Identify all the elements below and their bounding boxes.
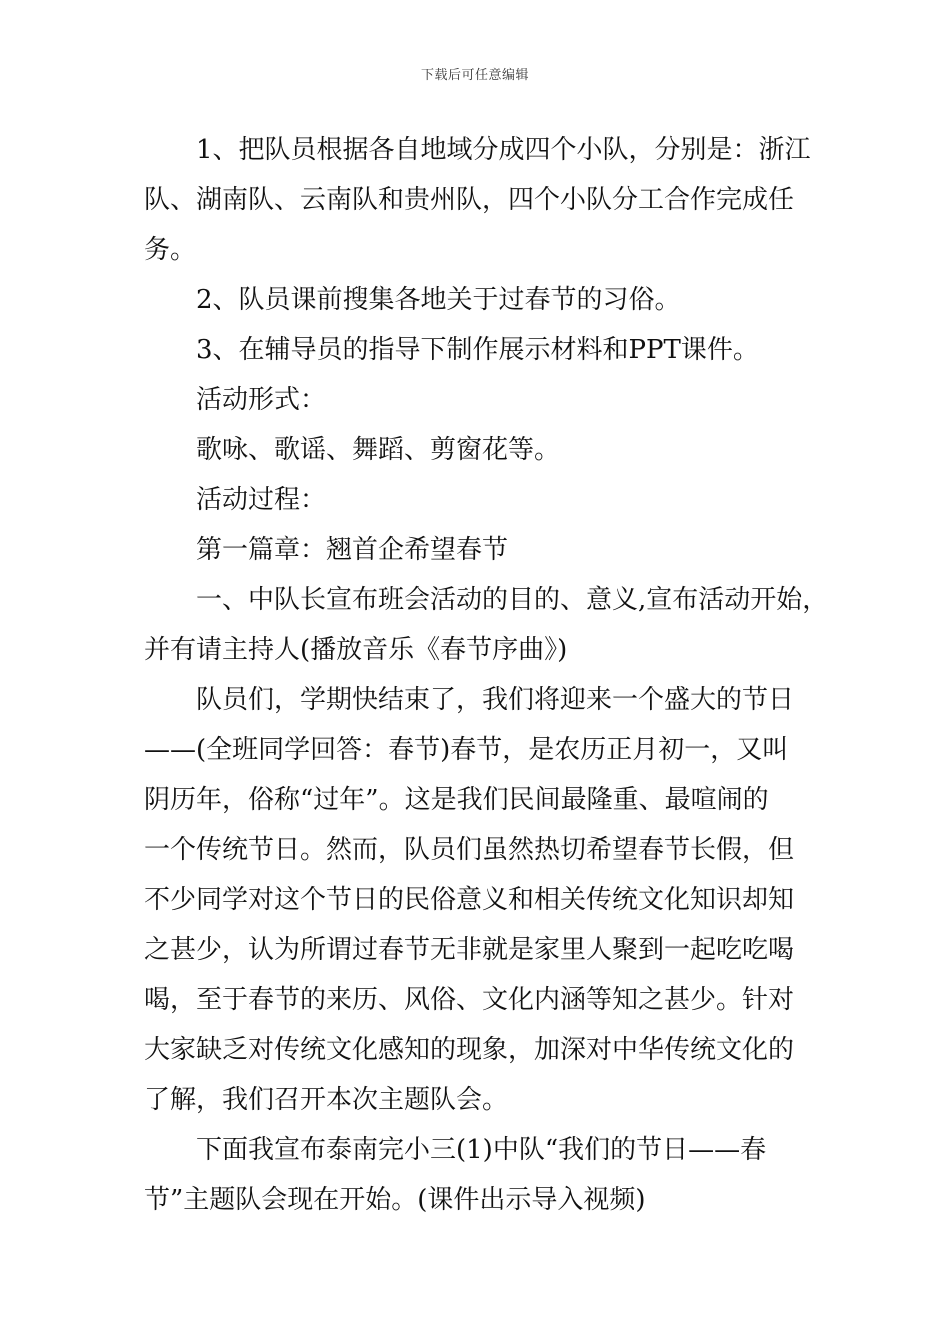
paragraph-line: 不少同学对这个节日的民俗意义和相关传统文化知识却知	[144, 885, 795, 915]
paragraph-line: 喝，至于春节的来历、风俗、文化内涵等知之甚少。针对	[144, 985, 795, 1015]
paragraph-line: 一、中队长宣布班会活动的目的、意义,宣布活动开始，	[196, 585, 829, 615]
paragraph-line: 3、在辅导员的指导下制作展示材料和PPT课件。	[196, 335, 759, 365]
paragraph-line: 队员们，学期快结束了，我们将迎来一个盛大的节日	[196, 685, 795, 715]
paragraph-line: 1、把队员根据各自地域分成四个小队，分别是：浙江	[196, 135, 811, 165]
page-header: 下载后可任意编辑	[420, 68, 529, 83]
paragraph-line: 下面我宣布泰南完小三(1)中队“我们的节日——春	[196, 1135, 767, 1165]
paragraph-line: 并有请主持人(播放音乐《春节序曲》)	[144, 635, 568, 665]
section-heading: 活动过程：	[196, 485, 327, 515]
paragraph-line: 阴历年，俗称“过年”。这是我们民间最隆重、最喧闹的	[144, 785, 769, 815]
paragraph-line: 了解，我们召开本次主题队会。	[144, 1085, 509, 1115]
paragraph-line: 一个传统节日。然而，队员们虽然热切希望春节长假，但	[144, 835, 795, 865]
section-heading: 活动形式：	[196, 385, 327, 415]
paragraph-line: 大家缺乏对传统文化感知的现象，加深对中华传统文化的	[144, 1035, 795, 1065]
paragraph-line: 节”主题队会现在开始。(课件出示导入视频)	[144, 1185, 646, 1215]
paragraph-line: 2、队员课前搜集各地关于过春节的习俗。	[196, 285, 681, 315]
paragraph-line: ——(全班同学回答：春节)春节，是农历正月初一，又叫	[144, 735, 789, 765]
paragraph-line: 队、湖南队、云南队和贵州队，四个小队分工合作完成任	[144, 185, 795, 215]
paragraph-line: 歌咏、歌谣、舞蹈、剪窗花等。	[196, 435, 561, 465]
paragraph-line: 务。	[144, 235, 197, 265]
paragraph-line: 之甚少，认为所谓过春节无非就是家里人聚到一起吃吃喝	[144, 935, 795, 965]
chapter-heading: 第一篇章：翘首企希望春节	[196, 535, 509, 565]
